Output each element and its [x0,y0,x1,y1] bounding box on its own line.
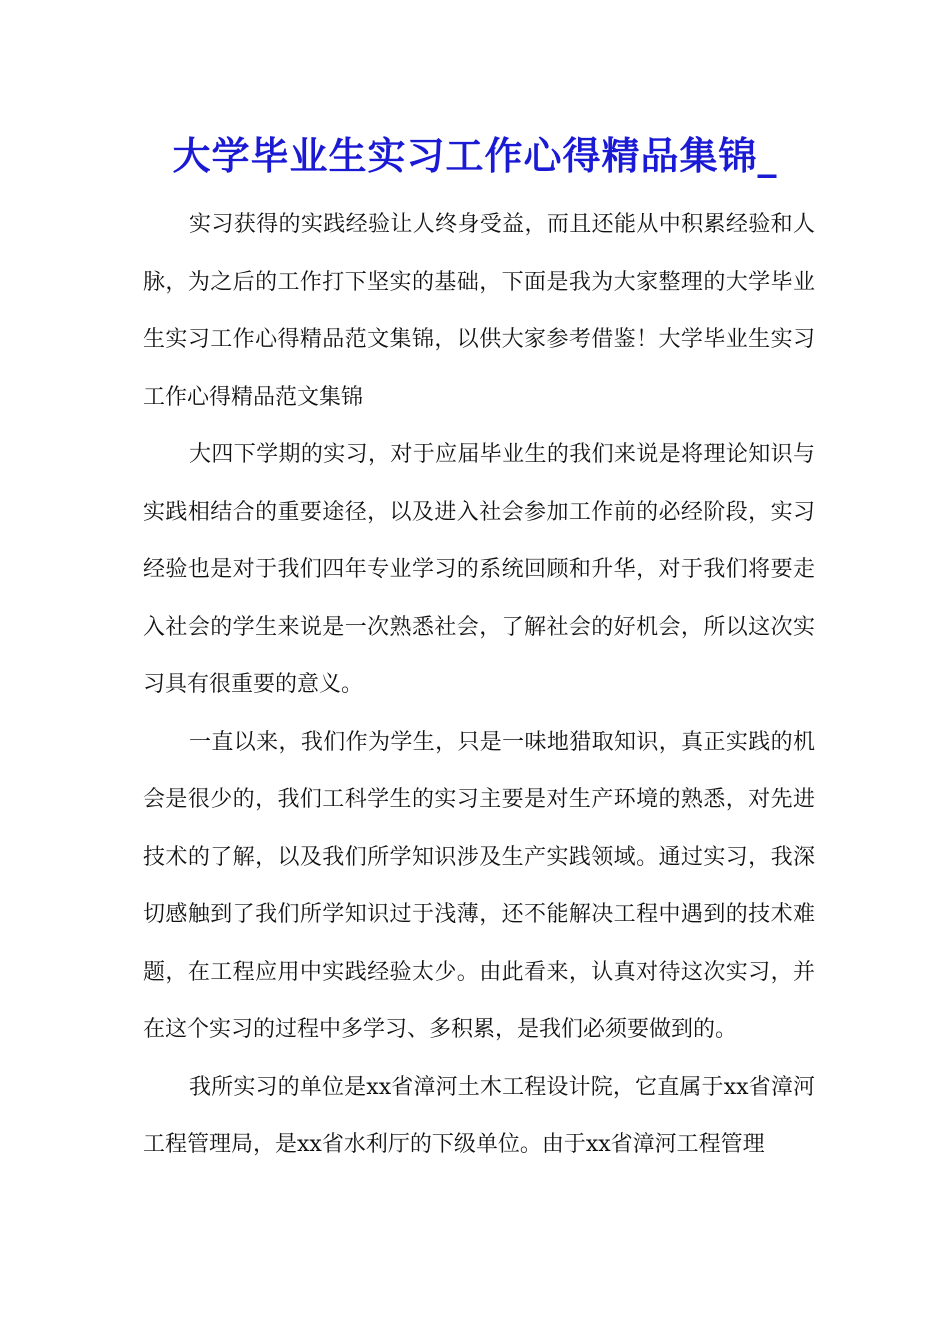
paragraph: 大四下学期的实习，对于应届毕业生的我们来说是将理论知识与实践相结合的重要途径，以及进入社会参加工作前的必经阶段，实习经验也是对于我们四年专业学习的系统回顾和升华，对于我们将要走入社会的学生来说是一次熟悉社会，了解社会的好机会，所以这次实习具有很重要的意义。 [143,442,815,697]
paragraph: 我所实习的单位是xx省漳河土木工程设计院，它直属于xx省漳河工程管理局，是xx省水利厅的下级单位。由于xx省漳河工程管理 [143,1074,815,1157]
paragraph: 一直以来，我们作为学生，只是一味地猎取知识，真正实践的机会是很少的，我们工科学生的实习主要是对生产环境的熟悉，对先进技术的了解，以及我们所学知识涉及生产实践领域。通过实习，我深切感触到了我们所学知识过于浅薄，还不能解决工程中遇到的技术难题，在工程应用中实践经验太少。由此看来，认真对待这次实习，并在这个实习的过程中多学习、多积累，是我们必须要做到的。 [143,729,815,1042]
document-title: 大学毕业生实习工作心得精品集锦_ [172,133,778,178]
document-body [143,196,815,1174]
paragraph: 实习获得的实践经验让人终身受益，而且还能从中积累经验和人脉，为之后的工作打下坚实的基础，下面是我为大家整理的大学毕业生实习工作心得精品范文集锦，以供大家参考借鉴！大学毕业生实习工作心得精品范文集锦 [143,212,815,410]
